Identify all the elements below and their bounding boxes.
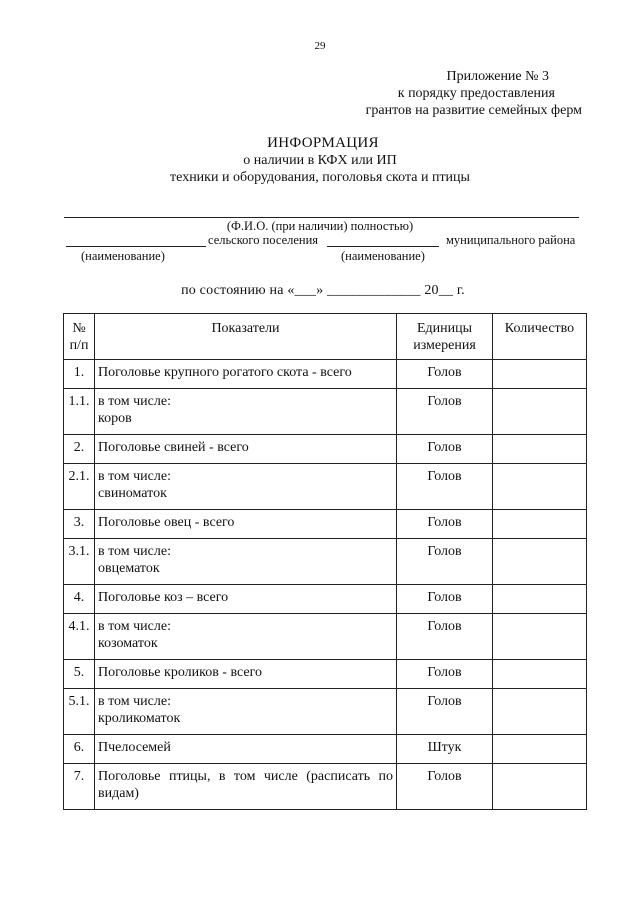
name-caption-right: (наименование) (341, 249, 425, 263)
indicator-line: козоматок (98, 636, 158, 651)
row-indicator (95, 660, 397, 689)
livestock-table (63, 313, 587, 810)
row-unit: Голов (397, 435, 493, 464)
row-unit: Голов (397, 585, 493, 614)
settlement-name-blank[interactable] (66, 246, 206, 247)
row-number: 5.1. (64, 689, 95, 735)
row-indicator (95, 539, 397, 585)
row-quantity-cell[interactable] (493, 435, 587, 464)
row-quantity-cell[interactable] (493, 660, 587, 689)
row-unit: Голов (397, 614, 493, 660)
indicator-line: в том числе: (98, 394, 171, 409)
table-row (64, 539, 587, 585)
district-name-blank[interactable] (327, 246, 439, 247)
as-of-date-line: по состоянию на «___» _____________ 20__ г. (181, 283, 465, 298)
appendix-line-1: Приложение № 3 (446, 69, 549, 84)
row-unit: Голов (397, 510, 493, 539)
indicator-line: Поголовье птицы, в том числе (расписать по видам) (98, 769, 393, 801)
row-quantity-cell[interactable] (493, 539, 587, 585)
appendix-line-2: к порядку предоставления (397, 86, 555, 101)
row-unit: Голов (397, 689, 493, 735)
indicator-line: Поголовье крупного рогатого скота - всего (98, 365, 352, 380)
row-indicator (95, 585, 397, 614)
row-indicator (95, 360, 397, 389)
table-row (64, 614, 587, 660)
indicator-line: свиноматок (98, 486, 167, 501)
row-unit: Голов (397, 360, 493, 389)
row-indicator (95, 464, 397, 510)
header-num-line-1: № (72, 321, 86, 336)
appendix-header (366, 68, 582, 119)
table-row (64, 585, 587, 614)
fio-caption: (Ф.И.О. (при наличии) полностью) (226, 219, 414, 233)
table-row (64, 389, 587, 435)
table-row (64, 464, 587, 510)
row-quantity-cell[interactable] (493, 464, 587, 510)
table-header-row (64, 314, 587, 360)
table-row (64, 660, 587, 689)
row-number: 3. (64, 510, 95, 539)
row-number: 2.1. (64, 464, 95, 510)
row-unit: Голов (397, 464, 493, 510)
settlement-label: сельского поселения (208, 233, 319, 247)
row-unit: Штук (397, 735, 493, 764)
indicator-line: Пчелосемей (98, 740, 171, 755)
indicator-line: в том числе: (98, 619, 171, 634)
row-quantity-cell[interactable] (493, 689, 587, 735)
row-indicator (95, 435, 397, 464)
row-quantity-cell[interactable] (493, 764, 587, 810)
appendix-line-3: грантов на развитие семейных ферм (365, 103, 582, 118)
row-quantity-cell[interactable] (493, 614, 587, 660)
indicator-line: Поголовье кроликов - всего (98, 665, 262, 680)
title-line-1: ИНФОРМАЦИЯ (267, 135, 379, 151)
row-number: 1.1. (64, 389, 95, 435)
indicator-line: кроликоматок (98, 711, 181, 726)
row-quantity-cell[interactable] (493, 360, 587, 389)
row-unit: Голов (397, 389, 493, 435)
table-row (64, 360, 587, 389)
header-qty: Количество (493, 314, 587, 360)
indicator-line: овцематок (98, 561, 160, 576)
row-unit: Голов (397, 660, 493, 689)
table-row (64, 510, 587, 539)
table-row (64, 689, 587, 735)
row-indicator (95, 614, 397, 660)
row-number: 3.1. (64, 539, 95, 585)
row-indicator (95, 735, 397, 764)
row-unit: Голов (397, 539, 493, 585)
district-label: муниципального района (446, 233, 576, 247)
indicator-line: Поголовье овец - всего (98, 515, 235, 530)
row-number: 2. (64, 435, 95, 464)
indicator-line: в том числе: (98, 694, 171, 709)
header-unit (397, 314, 493, 360)
title-line-2: о наличии в КФХ или ИП (243, 153, 397, 168)
row-indicator (95, 689, 397, 735)
header-indicator: Показатели (95, 314, 397, 360)
title-line-3: техники и оборудования, поголовья скота и птицы (170, 170, 470, 185)
header-num (64, 314, 95, 360)
header-unit-line-2: измерения (413, 338, 476, 353)
row-indicator (95, 764, 397, 810)
table-row (64, 764, 587, 810)
row-number: 5. (64, 660, 95, 689)
document-title (0, 135, 640, 186)
indicator-line: в том числе: (98, 469, 171, 484)
row-quantity-cell[interactable] (493, 735, 587, 764)
header-num-line-2: п/п (69, 338, 89, 353)
row-quantity-cell[interactable] (493, 510, 587, 539)
row-unit: Голов (397, 764, 493, 810)
indicator-line: Поголовье свиней - всего (98, 440, 249, 455)
indicator-line: в том числе: (98, 544, 171, 559)
row-quantity-cell[interactable] (493, 389, 587, 435)
row-number: 1. (64, 360, 95, 389)
name-caption-left: (наименование) (81, 249, 165, 263)
row-number: 4.1. (64, 614, 95, 660)
row-number: 4. (64, 585, 95, 614)
fio-blank-line[interactable] (64, 217, 579, 218)
row-indicator (95, 389, 397, 435)
table-row (64, 435, 587, 464)
row-indicator (95, 510, 397, 539)
indicator-line: коров (98, 411, 132, 426)
header-unit-line-1: Единицы (416, 321, 473, 336)
table-row (64, 735, 587, 764)
row-number: 6. (64, 735, 95, 764)
row-quantity-cell[interactable] (493, 585, 587, 614)
row-number: 7. (64, 764, 95, 810)
page-number: 29 (314, 40, 326, 52)
indicator-line: Поголовье коз – всего (98, 590, 229, 605)
